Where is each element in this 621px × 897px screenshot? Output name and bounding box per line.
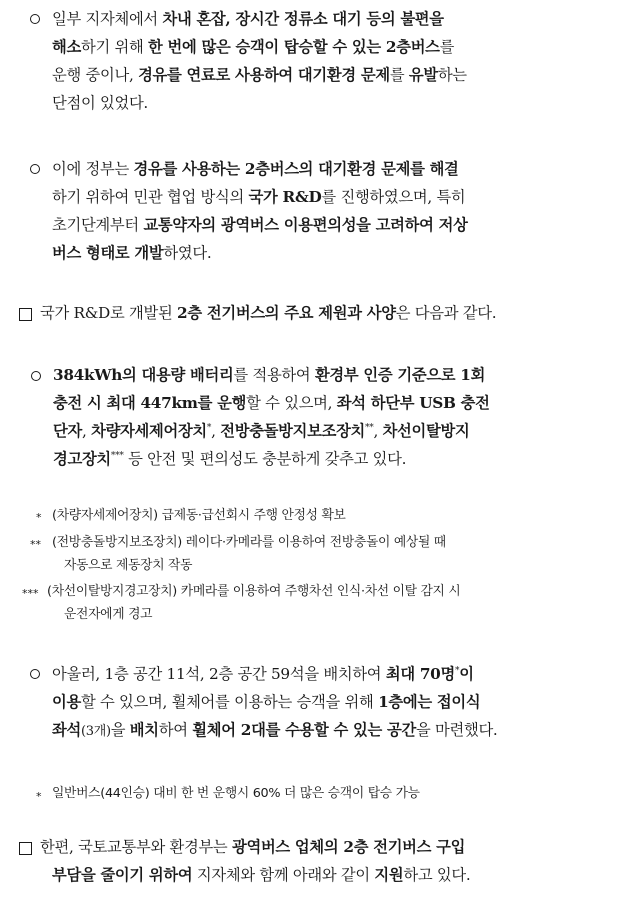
p4-line-1: 아울러, 1층 공간 11석, 2층 공간 59석을 배치하여 최대 70명*이 xyxy=(52,665,474,683)
square-bullet-icon xyxy=(19,842,32,855)
p1-line-2: 해소하기 위해 한 번에 많은 승객이 탑승할 수 있는 2층버스를 xyxy=(52,38,455,56)
footnote-4: 일반버스(44인승) 대비 한 번 운행시 60% 더 많은 승객이 탑승 가능 xyxy=(52,786,420,801)
circle-bullet-icon xyxy=(30,669,40,679)
footnote-3-line-1: (차선이탈방지경고장치) 카메라를 이용하여 주행차선 인식·차선 이탈 감지 시 xyxy=(47,584,461,599)
footnote-2 xyxy=(52,531,612,577)
p2-line-1: 이에 정부는 경유를 사용하는 2층버스의 대기환경 문제를 해결 xyxy=(52,160,459,178)
h2-line-1: 한편, 국토교통부와 환경부는 광역버스 업체의 2층 전기버스 구입 xyxy=(40,838,466,856)
p1-line-4: 단점이 있었다. xyxy=(52,94,148,112)
footnote-1: (차량자세제어장치) 급제동·급선회시 주행 안정성 확보 xyxy=(52,508,346,523)
footnote-3 xyxy=(47,580,612,626)
circle-bullet-icon xyxy=(30,164,40,174)
p3-line-3: 단자, 차량자세제어장치*, 전방충돌방지보조장치**, 차선이탈방지 xyxy=(53,422,470,440)
footnote-2-line-1: (전방충돌방지보조장치) 레이다·카메라를 이용하여 전방충돌이 예상될 때 xyxy=(52,535,446,550)
p3-line-1: 384kWh의 대용량 배터리를 적용하여 환경부 인증 기준으로 1회 xyxy=(53,366,486,384)
p4-line-3: 좌석(3개)을 배치하여 휠체어 2대를 수용할 수 있는 공간을 마련했다. xyxy=(52,721,498,739)
paragraph-1 xyxy=(52,5,604,117)
section-heading-1: 국가 R&D로 개발된 2층 전기버스의 주요 제원과 사양은 다음과 같다. xyxy=(40,304,497,322)
p1-line-3: 운행 중이나, 경유를 연료로 사용하여 대기환경 문제를 유발하는 xyxy=(52,66,467,84)
paragraph-4 xyxy=(52,660,604,746)
circle-bullet-icon xyxy=(30,14,40,24)
p2-line-4: 버스 형태로 개발하였다. xyxy=(52,244,212,262)
p2-line-2: 하기 위하여 민관 협업 방식의 국가 R&D를 진행하였으며, 특히 xyxy=(52,188,466,206)
section-heading-2 xyxy=(40,833,604,889)
paragraph-2 xyxy=(52,155,604,267)
p4-line-2: 이용할 수 있으며, 휠체어를 이용하는 승객을 위해 1층에는 접이식 xyxy=(52,693,481,711)
footnote-mark: * xyxy=(36,790,42,803)
paragraph-3 xyxy=(53,361,604,473)
footnote-3-line-2: 운전자에게 경고 xyxy=(64,607,153,622)
circle-bullet-icon xyxy=(31,371,41,381)
footnote-mark: ** xyxy=(30,538,41,551)
h2-line-2: 부담을 줄이기 위하여 지자체와 함께 아래와 같이 지원하고 있다. xyxy=(52,866,471,884)
footnote-2-line-2: 자동으로 제동장치 작동 xyxy=(64,558,193,573)
p3-line-2: 충전 시 최대 447km를 운행할 수 있으며, 좌석 하단부 USB 충전 xyxy=(53,394,490,412)
square-bullet-icon xyxy=(19,308,32,321)
p1-line-1: 일부 지자체에서 차내 혼잡, 장시간 정류소 대기 등의 불편을 xyxy=(52,10,444,28)
p2-line-3: 초기단계부터 교통약자의 광역버스 이용편의성을 고려하여 저상 xyxy=(52,216,468,234)
p3-line-4: 경고장치*** 등 안전 및 편의성도 충분하게 갖추고 있다. xyxy=(53,450,407,468)
footnote-mark: *** xyxy=(22,587,39,600)
footnote-mark: * xyxy=(36,511,42,524)
